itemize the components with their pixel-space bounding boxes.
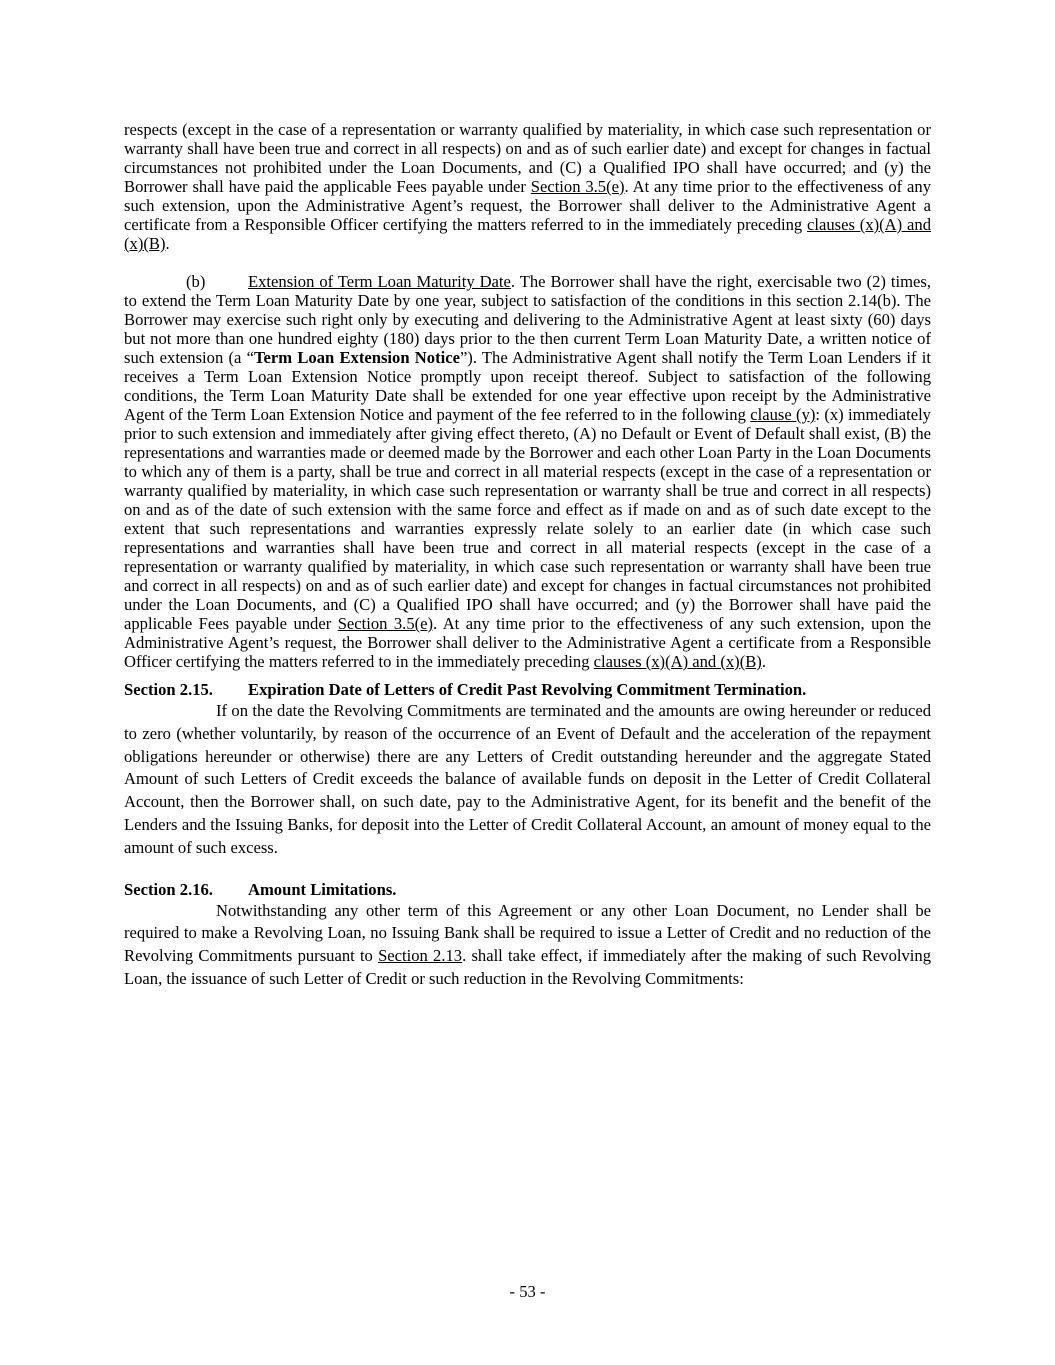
- section-2-16-text: Notwithstanding any other term of this Agreement or any other Loan Document, no Lender shall be required to make a Revolving Loan, no Issuing Bank shall be required to issue a Letter of Credit and no reduction of the Revolving Commitments pursuant to: [124, 900, 931, 966]
- section-2-16-text: . shall take effect, if immediately after the making of such Revolving Loan, the issuance of such Letter of Credit or such reduction in the Revolving Commitments:: [124, 946, 931, 988]
- document-page: [124, 120, 931, 991]
- section-title: Expiration Date of Letters of Credit Past Revolving Commitment Termination.: [248, 680, 807, 699]
- section-2-16-heading: [124, 880, 931, 900]
- clauses-reference: clauses (x)(A) and (x)(B): [593, 652, 762, 671]
- clauses-reference: clauses (x)(A) and (x)(B): [124, 215, 931, 253]
- continuation-text: . At any time prior to the effectiveness of any such extension, upon the Administrative Agent’s request, the Borrower shall deliver to the Administrative Agent a certificate from a Responsible Officer certifying the matters referred to in the immediately preceding: [124, 177, 931, 234]
- section-title: Amount Limitations.: [248, 879, 397, 899]
- paragraph-b-text: ”). The Administrative Agent shall notify the Term Loan Lenders if it receives a Term Loan Extension Notice promptly upon receipt thereof. Subject to satisfaction of the following conditions, the Term Loan Maturity Date shall be extended for one year effective upon receipt by the Administrative Agent of the Term Loan Extension Notice and payment of the fee referred to in the following: [124, 348, 931, 424]
- paragraph-b-heading: Extension of Term Loan Maturity Date: [248, 272, 511, 291]
- continuation-paragraph: [124, 120, 931, 253]
- section-3-5e-reference: Section 3.5(e): [530, 177, 625, 196]
- clause-y-reference: clause (y): [750, 405, 816, 424]
- section-number: Section 2.16.: [124, 879, 213, 899]
- paragraph-b: [124, 272, 931, 671]
- continuation-text: .: [165, 234, 170, 253]
- section-number: Section 2.15.: [124, 680, 213, 699]
- paragraph-b-text: . At any time prior to the effectiveness of any such extension, upon the Administrative Agent’s request, the Borrower shall deliver to the Administrative Agent a certificate from a Responsible Officer certifying the matters referred to in the immediately preceding: [124, 614, 931, 671]
- paragraph-b-label: (b): [186, 272, 206, 291]
- section-2-16-body: [124, 900, 931, 991]
- page-number: - 53 -: [509, 1282, 546, 1301]
- paragraph-b-text: . The Borrower shall have the right, exercisable two (2) times, to extend the Term Loan Maturity Date by one year, subject to satisfaction of the conditions in this section 2.14(b). The Borrower may exercise such right only by executing and delivering to the Administrative Agent at least sixty (60) days but not more than one hundred eighty (180) days prior to the then current Term Loan Maturity Date, a written notice of such extension (a “: [124, 272, 932, 367]
- defined-term: Term Loan Extension Notice: [254, 348, 460, 367]
- continuation-text: respects (except in the case of a representation or warranty qualified by materiality, in which case such representation or warranty shall have been true and correct in all respects) on and as of such earlier date) and except for changes in factual circumstances not prohibited under the Loan Documents, and (C) a Qualified IPO shall have occurred; and (y) the Borrower shall have paid the applicable Fees payable under: [124, 120, 931, 196]
- paragraph-b-text: .: [761, 652, 766, 671]
- section-2-15-heading: [124, 680, 931, 700]
- section-2-13-reference: Section 2.13: [378, 946, 463, 966]
- section-3-5e-reference: Section 3.5(e): [337, 614, 434, 633]
- paragraph-b-text: : (x) immediately prior to such extension and immediately after giving effect thereto, (A) no Default or Event of Default shall exist, (B) the representations and warranties made or deemed made by the Borrower and each other Loan Party in the Loan Documents to which any of them is a party, shall be true and correct in all material respects (except in the case of a representation or warranty qualified by materiality, in which case such representation or warranty shall be true and correct in all respects) on and as of the date of such extension with the same force and effect as if made on and as of such date except to the extent that such representations and warranties expressly relate solely to an earlier date (in which case such representations and warranties shall have been true and correct in all material respects (except in the case of a representation or warranty qualified by materiality, in which case such representation or warranty shall have been true and correct in all respects) on and as of such earlier date) and except for changes in factual circumstances not prohibited under the Loan Documents, and (C) a Qualified IPO shall have occurred; and (y) the Borrower shall have paid the applicable Fees payable under: [124, 405, 931, 633]
- section-2-15-body: If on the date the Revolving Commitments are terminated and the amounts are owing hereunder or reduced to zero (whether voluntarily, by reason of the occurrence of an Event of Default and the acceleration of the repayment obligations hereunder or otherwise) there are any Letters of Credit outstanding hereunder and the aggregate Stated Amount of such Letters of Credit exceeds the balance of available funds on deposit in the Letter of Credit Collateral Account, then the Borrower shall, on such date, pay to the Administrative Agent, for its benefit and the benefit of the Lenders and the Issuing Banks, for deposit into the Letter of Credit Collateral Account, an amount of money equal to the amount of such excess.: [124, 701, 931, 857]
